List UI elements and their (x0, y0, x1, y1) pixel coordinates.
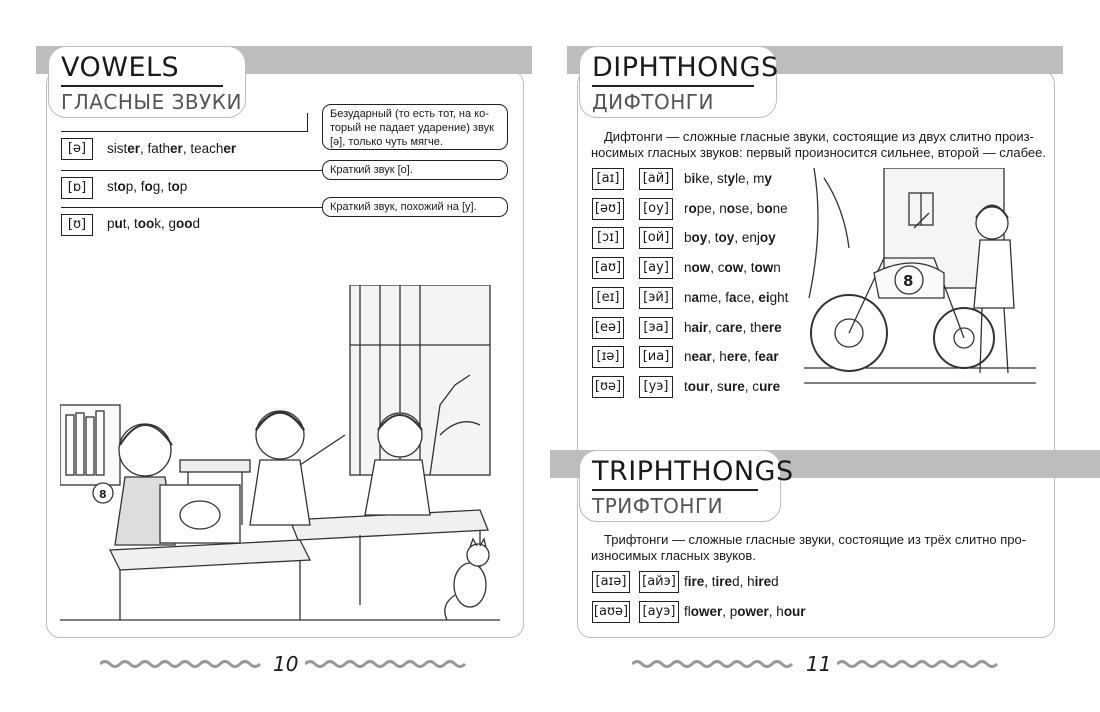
triphthong-words: fire, tired, hired (684, 574, 779, 589)
diphthong-ru-transcription: [эа] (639, 317, 673, 339)
diphthong-ipa: [ʊə] (592, 376, 624, 398)
page-number-right: 11 (806, 652, 832, 676)
triphthong-ru-transcription: [айэ] (639, 571, 679, 593)
diphthong-ipa: [əʊ] (592, 198, 624, 220)
triphthong-ipa: [aɪə] (592, 571, 630, 593)
right-wave-left (632, 658, 797, 670)
diphthong-ipa: [ɔɪ] (592, 227, 624, 249)
vowel-words-1: sister, father, teacher (107, 141, 237, 156)
diphthong-words: name, face, eight (684, 289, 789, 305)
connector-line-1v (307, 113, 308, 132)
left-wave-left (100, 658, 265, 670)
vowel-note-2: Краткий звук [о]. (322, 160, 508, 180)
diphthong-ipa: [eɪ] (592, 287, 624, 309)
vowel-note-1: Безударный (то есть тот, на ко-торый не падает ударение) звук [ə], только чуть мягче. (322, 104, 508, 150)
diphthong-ru-transcription: [ой] (639, 227, 673, 249)
triphthongs-subtitle: ТРИФТОНГИ (592, 494, 724, 518)
left-wave-right (305, 658, 470, 670)
diphthong-words: rope, nose, bone (684, 200, 788, 216)
vowel-words-3: put, took, good (107, 216, 201, 231)
diphthong-words: tour, sure, cure (684, 378, 781, 394)
triphthongs-intro-line-2: износимых гласных звуков. (591, 548, 756, 563)
vowel-ipa-1: [ə] (61, 138, 93, 160)
diphthong-ru-transcription: [уэ] (639, 376, 673, 398)
diphthong-ipa: [aɪ] (592, 168, 624, 190)
diphthong-ru-transcription: [иа] (639, 346, 673, 368)
diphthong-words: boy, toy, enjoy (684, 230, 776, 246)
diphthong-words: near, here, fear (684, 349, 779, 365)
diphthongs-subtitle: ДИФТОНГИ (592, 90, 714, 114)
diphthongs-title-tab (579, 46, 777, 118)
diphthong-ru-transcription: [ай] (639, 168, 673, 190)
diphthong-ipa: [aʊ] (592, 257, 624, 279)
vowel-ipa-2: [ɒ] (61, 177, 93, 199)
vowels-title: VOWELS (61, 53, 223, 87)
diphthong-words: hair, care, there (684, 319, 782, 335)
triphthong-ru-transcription: [ауэ] (639, 601, 679, 623)
vowel-ipa-3: [ʊ] (61, 214, 93, 236)
vowels-subtitle: ГЛАСНЫЕ ЗВУКИ (61, 90, 242, 114)
vowel-words-2: stop, fog, top (107, 179, 188, 194)
vowel-note-3: Краткий звук, похожий на [у]. (322, 197, 508, 217)
classroom-illustration (60, 285, 500, 625)
diphthongs-intro-line-1: Дифтонги — сложные гласные звуки, состоящие из двух слитно произ- (604, 129, 1034, 144)
diphthong-ipa: [ɪə] (592, 346, 624, 368)
right-footer (632, 652, 1002, 676)
diphthong-ipa: [eə] (592, 317, 624, 339)
diphthongs-intro-line-2: носимых гласных звуков: первый произносится сильнее, второй — слабее. (591, 145, 1046, 160)
diphthong-ru-transcription: [ау] (639, 257, 673, 279)
left-footer (100, 652, 470, 676)
diphthong-ru-transcription: [эй] (639, 287, 673, 309)
motorbike-number: 8 (903, 272, 914, 290)
vowels-title-tab (48, 46, 246, 118)
connector-line-1 (61, 131, 308, 132)
right-wave-right (837, 658, 1002, 670)
triphthongs-title-tab (579, 450, 794, 522)
connector-line-3 (61, 207, 323, 208)
triphthongs-title: TRIPHTHONGS (592, 457, 758, 491)
badge-number: 8 (99, 488, 107, 501)
triphthongs-intro-line-1: Трифтонги — сложные гласные звуки, состоящие из трёх слитно про- (604, 532, 1027, 547)
motorbike-illustration (804, 168, 1036, 396)
diphthongs-title: DIPHTHONGS (592, 53, 754, 87)
diphthong-ru-transcription: [оу] (639, 198, 673, 220)
connector-line-2 (61, 170, 323, 171)
triphthong-ipa: [aʊə] (592, 601, 630, 623)
page-number-left: 10 (273, 652, 299, 676)
diphthong-words: bike, style, my (684, 171, 772, 186)
triphthong-words: flower, power, hour (684, 604, 806, 619)
diphthong-words: now, cow, town (684, 260, 781, 276)
